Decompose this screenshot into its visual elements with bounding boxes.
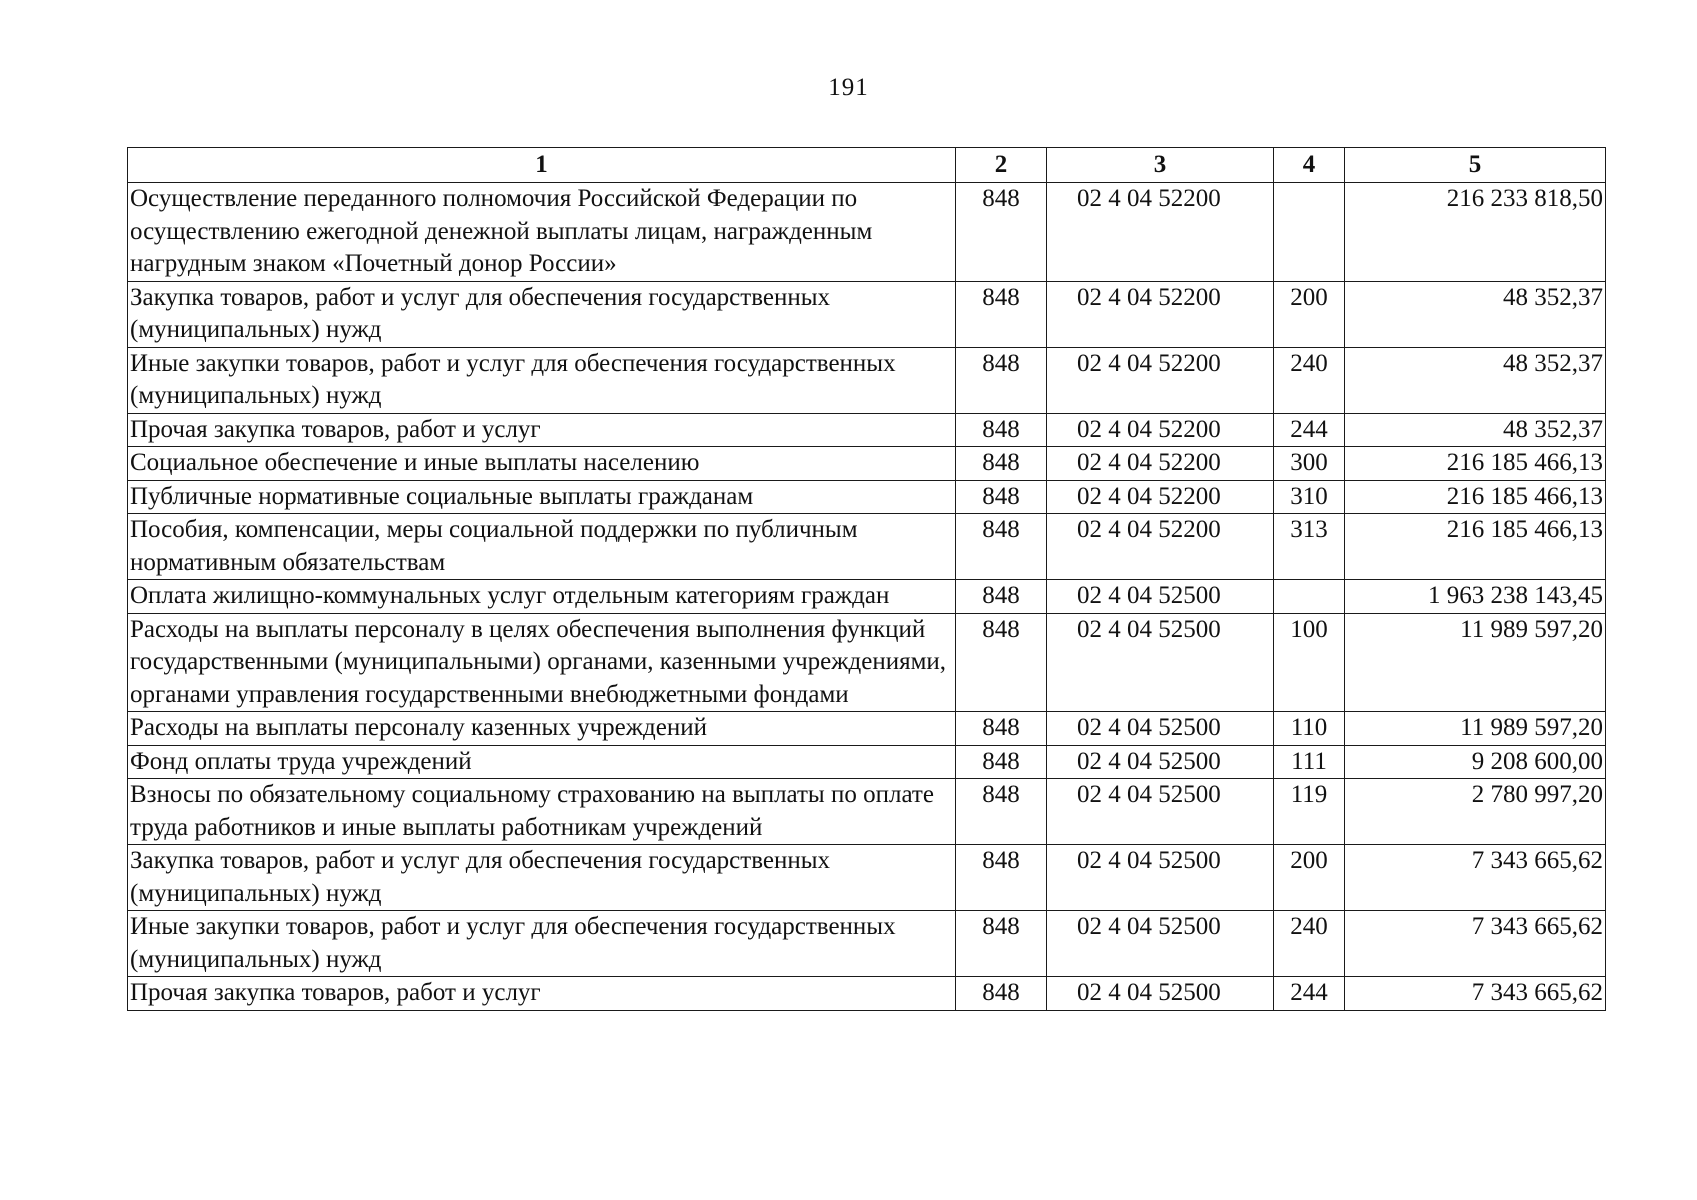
cell-name: Фонд оплаты труда учреждений (128, 745, 956, 779)
table-row (128, 580, 1606, 614)
header-col-5: 5 (1345, 148, 1606, 183)
cell-name: Закупка товаров, работ и услуг для обеспечения государственных (муниципальных) нужд (128, 281, 956, 347)
cell-expense-type (1274, 183, 1345, 282)
cell-target-code: 02 4 04 52200 (1047, 281, 1274, 347)
table-row (128, 514, 1606, 580)
cell-amount: 7 343 665,62 (1345, 845, 1606, 911)
cell-amount: 1 963 238 143,45 (1345, 580, 1606, 614)
header-col-4: 4 (1274, 148, 1345, 183)
cell-amount: 11 989 597,20 (1345, 613, 1606, 712)
header-col-3: 3 (1047, 148, 1274, 183)
table-row (128, 480, 1606, 514)
cell-expense-type: 200 (1274, 281, 1345, 347)
cell-target-code: 02 4 04 52500 (1047, 977, 1274, 1011)
cell-name: Прочая закупка товаров, работ и услуг (128, 977, 956, 1011)
cell-name: Закупка товаров, работ и услуг для обеспечения государственных (муниципальных) нужд (128, 845, 956, 911)
cell-expense-type: 300 (1274, 447, 1345, 481)
cell-target-code: 02 4 04 52500 (1047, 712, 1274, 746)
cell-target-code: 02 4 04 52500 (1047, 911, 1274, 977)
cell-admin-code: 848 (956, 845, 1047, 911)
cell-name: Прочая закупка товаров, работ и услуг (128, 413, 956, 447)
cell-admin-code: 848 (956, 347, 1047, 413)
page-number: 191 (828, 74, 869, 101)
cell-name: Оплата жилищно-коммунальных услуг отдельным категориям граждан (128, 580, 956, 614)
cell-name: Осуществление переданного полномочия Российской Федерации по осуществлению ежегодной денежной выплаты лицам, награжденным нагрудным знаком «Почетный донор России» (128, 183, 956, 282)
cell-admin-code: 848 (956, 779, 1047, 845)
cell-amount: 216 185 466,13 (1345, 447, 1606, 481)
cell-admin-code: 848 (956, 911, 1047, 977)
cell-amount: 7 343 665,62 (1345, 977, 1606, 1011)
cell-amount: 48 352,37 (1345, 413, 1606, 447)
cell-target-code: 02 4 04 52200 (1047, 514, 1274, 580)
cell-expense-type: 240 (1274, 347, 1345, 413)
table-row (128, 613, 1606, 712)
cell-amount: 48 352,37 (1345, 347, 1606, 413)
cell-admin-code: 848 (956, 480, 1047, 514)
table-body (128, 183, 1606, 1011)
cell-admin-code: 848 (956, 447, 1047, 481)
cell-target-code: 02 4 04 52500 (1047, 845, 1274, 911)
cell-expense-type: 119 (1274, 779, 1345, 845)
cell-name: Расходы на выплаты персоналу казенных учреждений (128, 712, 956, 746)
cell-expense-type: 244 (1274, 977, 1345, 1011)
cell-amount: 48 352,37 (1345, 281, 1606, 347)
cell-amount: 9 208 600,00 (1345, 745, 1606, 779)
cell-admin-code: 848 (956, 514, 1047, 580)
cell-target-code: 02 4 04 52200 (1047, 447, 1274, 481)
cell-expense-type: 240 (1274, 911, 1345, 977)
table-row (128, 413, 1606, 447)
table-row (128, 845, 1606, 911)
table-header-row (128, 148, 1606, 183)
cell-amount: 11 989 597,20 (1345, 712, 1606, 746)
cell-name: Иные закупки товаров, работ и услуг для обеспечения государственных (муниципальных) нужд (128, 347, 956, 413)
cell-amount: 216 185 466,13 (1345, 514, 1606, 580)
cell-amount: 2 780 997,20 (1345, 779, 1606, 845)
table-row (128, 977, 1606, 1011)
cell-target-code: 02 4 04 52200 (1047, 413, 1274, 447)
cell-admin-code: 848 (956, 580, 1047, 614)
cell-admin-code: 848 (956, 281, 1047, 347)
cell-name: Пособия, компенсации, меры социальной поддержки по публичным нормативным обязательствам (128, 514, 956, 580)
cell-name: Иные закупки товаров, работ и услуг для обеспечения государственных (муниципальных) нужд (128, 911, 956, 977)
cell-target-code: 02 4 04 52500 (1047, 779, 1274, 845)
table-row (128, 281, 1606, 347)
cell-target-code: 02 4 04 52200 (1047, 480, 1274, 514)
cell-amount: 216 185 466,13 (1345, 480, 1606, 514)
cell-expense-type: 310 (1274, 480, 1345, 514)
cell-admin-code: 848 (956, 413, 1047, 447)
cell-admin-code: 848 (956, 745, 1047, 779)
cell-admin-code: 848 (956, 712, 1047, 746)
cell-expense-type: 200 (1274, 845, 1345, 911)
cell-target-code: 02 4 04 52500 (1047, 745, 1274, 779)
cell-name: Взносы по обязательному социальному страхованию на выплаты по оплате труда работников и иные выплаты работникам учреждений (128, 779, 956, 845)
cell-admin-code: 848 (956, 613, 1047, 712)
cell-target-code: 02 4 04 52500 (1047, 613, 1274, 712)
cell-target-code: 02 4 04 52200 (1047, 183, 1274, 282)
cell-amount: 7 343 665,62 (1345, 911, 1606, 977)
table-row (128, 712, 1606, 746)
table-row (128, 347, 1606, 413)
cell-name: Социальное обеспечение и иные выплаты населению (128, 447, 956, 481)
cell-expense-type: 313 (1274, 514, 1345, 580)
cell-expense-type: 244 (1274, 413, 1345, 447)
cell-name: Публичные нормативные социальные выплаты гражданам (128, 480, 956, 514)
cell-name: Расходы на выплаты персоналу в целях обеспечения выполнения функций государственными (муниципальными) органами, казенными учреждениями, органами управления государственными внебюджетными фондами (128, 613, 956, 712)
cell-expense-type: 100 (1274, 613, 1345, 712)
table-row (128, 911, 1606, 977)
header-col-2: 2 (956, 148, 1047, 183)
budget-table (127, 147, 1606, 1011)
table-row (128, 779, 1606, 845)
cell-expense-type (1274, 580, 1345, 614)
cell-amount: 216 233 818,50 (1345, 183, 1606, 282)
cell-expense-type: 110 (1274, 712, 1345, 746)
cell-target-code: 02 4 04 52200 (1047, 347, 1274, 413)
table-row (128, 183, 1606, 282)
cell-target-code: 02 4 04 52500 (1047, 580, 1274, 614)
header-col-1: 1 (128, 148, 956, 183)
table-row (128, 447, 1606, 481)
cell-expense-type: 111 (1274, 745, 1345, 779)
cell-admin-code: 848 (956, 183, 1047, 282)
cell-admin-code: 848 (956, 977, 1047, 1011)
table-row (128, 745, 1606, 779)
